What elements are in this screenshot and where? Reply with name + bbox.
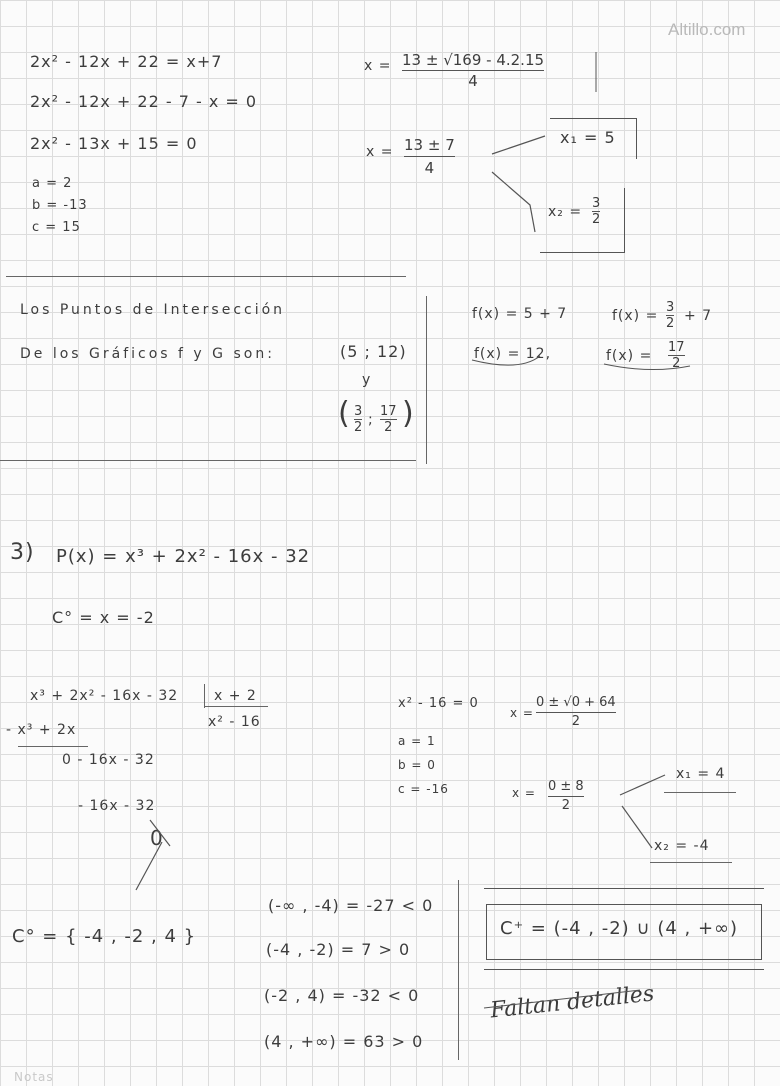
root-x1: x₁ = 5	[560, 128, 616, 147]
polynomial-definition: P(x) = x³ + 2x² - 16x - 32	[56, 546, 311, 567]
f-eval-1: f(x) = 5 + 7	[472, 306, 568, 322]
g2-denominator: 2	[672, 356, 681, 371]
division-divisor: x + 2	[214, 688, 257, 704]
equation-line-3: 2x² - 13x + 15 = 0	[30, 134, 198, 153]
formula-denominator: 4	[468, 72, 478, 90]
division-divisor-rule	[204, 684, 205, 708]
root1-underline	[664, 792, 736, 793]
quadratic-x-label: x =	[510, 706, 534, 720]
x-equals-label-2: x =	[366, 144, 394, 160]
root2-underline	[650, 862, 732, 863]
root2-denominator: 2	[592, 212, 601, 227]
interval-bracket	[458, 880, 459, 1060]
root-x2-fraction	[592, 196, 600, 227]
quadratic-root-1: x₁ = 4	[676, 766, 726, 782]
intersection-point-2-open: (	[338, 396, 351, 431]
intersection-point-1: (5 ; 12)	[340, 342, 407, 361]
g-eval-1-fraction	[666, 300, 674, 331]
point2-x-numerator: 3	[354, 404, 363, 419]
coefficient-c: c = 15	[32, 220, 81, 235]
section-divider	[6, 276, 406, 277]
interval-row-3: (-2 , 4) = -32 < 0	[264, 986, 420, 1005]
step-denominator: 4	[424, 159, 435, 177]
division-subtract-2: - 16x - 32	[78, 798, 156, 814]
conclusion-line-1: Los Puntos de Intersección	[20, 302, 286, 318]
point2-x-denominator: 2	[354, 420, 363, 435]
quad-formula-denominator: 2	[571, 714, 580, 729]
quadratic-equation: x² - 16 = 0	[398, 696, 479, 711]
conclusion-vertical-rule	[426, 296, 427, 464]
intersection-point-2-close: )	[402, 396, 415, 431]
c0-root-guess: C° = x = -2	[52, 608, 155, 627]
interval-row-1: (-∞ , -4) = -27 < 0	[268, 896, 434, 915]
equation-line-2: 2x² - 12x + 22 - 7 - x = 0	[30, 92, 258, 111]
division-remainder-1: 0 - 16x - 32	[62, 752, 155, 768]
g-eval-2-label: f(x) =	[606, 348, 653, 364]
point2-y-denominator: 2	[384, 420, 393, 435]
quad-step-numerator: 0 ± 8	[548, 779, 584, 794]
interval-row-4: (4 , +∞) = 63 > 0	[264, 1032, 424, 1051]
coefficient-b: b = -13	[32, 198, 88, 213]
interval-row-2: (-4 , -2) = 7 > 0	[266, 940, 411, 959]
quadratic-b: b = 0	[398, 758, 436, 772]
division-dividend: x³ + 2x² - 16x - 32	[30, 688, 179, 704]
division-divisor-underline	[204, 706, 268, 707]
x-equals-label: x =	[364, 58, 392, 74]
quad-formula-numerator: 0 ± √0 + 64	[536, 695, 616, 710]
division-quotient: x² - 16	[208, 714, 261, 730]
g-eval-1-rest: + 7	[684, 308, 713, 324]
teacher-correction-note: Faltan detalles	[489, 981, 656, 1024]
conclusion-line-2: De los Gráficos f y G son:	[20, 346, 275, 362]
footer-text: Notas	[14, 1070, 54, 1084]
root-x2-label: x₂ =	[548, 204, 583, 220]
point2-separator: ;	[368, 412, 374, 428]
quadratic-x-label-2: x =	[512, 786, 536, 800]
f-eval-2: f(x) = 12,	[474, 346, 552, 362]
coefficient-a: a = 2	[32, 176, 73, 191]
root2-numerator: 3	[592, 196, 601, 211]
step-numerator: 13 ± 7	[404, 136, 455, 154]
g-eval-1-label: f(x) =	[612, 308, 659, 324]
division-remainder-2: 0	[150, 826, 164, 850]
quadratic-root-2: x₂ = -4	[654, 838, 710, 854]
intersection-point-2-y	[380, 404, 397, 435]
division-line-1	[18, 746, 88, 747]
problem-number: 3)	[10, 540, 35, 565]
watermark-logo: Altillo.com	[668, 20, 746, 39]
quadratic-formula	[402, 50, 544, 91]
quadratic-a: a = 1	[398, 734, 436, 748]
g1-denominator: 2	[666, 316, 675, 331]
equation-line-1: 2x² - 12x + 22 = x+7	[30, 52, 223, 71]
g1-numerator: 3	[666, 300, 675, 315]
conclusion-divider	[0, 460, 416, 461]
g2-numerator: 17	[668, 340, 685, 355]
point2-y-numerator: 17	[380, 404, 397, 419]
root2-box	[540, 188, 625, 253]
quadratic-c: c = -16	[398, 782, 449, 796]
intersection-point-2-x	[354, 404, 362, 435]
quadratic-formula-2	[536, 694, 616, 731]
formula-step	[404, 134, 455, 179]
formula-numerator: 13 ± √169 - 4.2.15	[402, 51, 545, 69]
g-eval-2-fraction	[668, 340, 685, 371]
quadratic-step	[548, 778, 584, 815]
division-subtract-1: - x³ + 2x	[6, 722, 77, 738]
c-plus-answer: C⁺ = (-4 , -2) ∪ (4 , +∞)	[500, 918, 739, 939]
zero-set: C° = { -4 , -2 , 4 }	[12, 926, 197, 947]
quad-step-denominator: 2	[561, 798, 570, 813]
and-connector: y	[362, 372, 372, 388]
